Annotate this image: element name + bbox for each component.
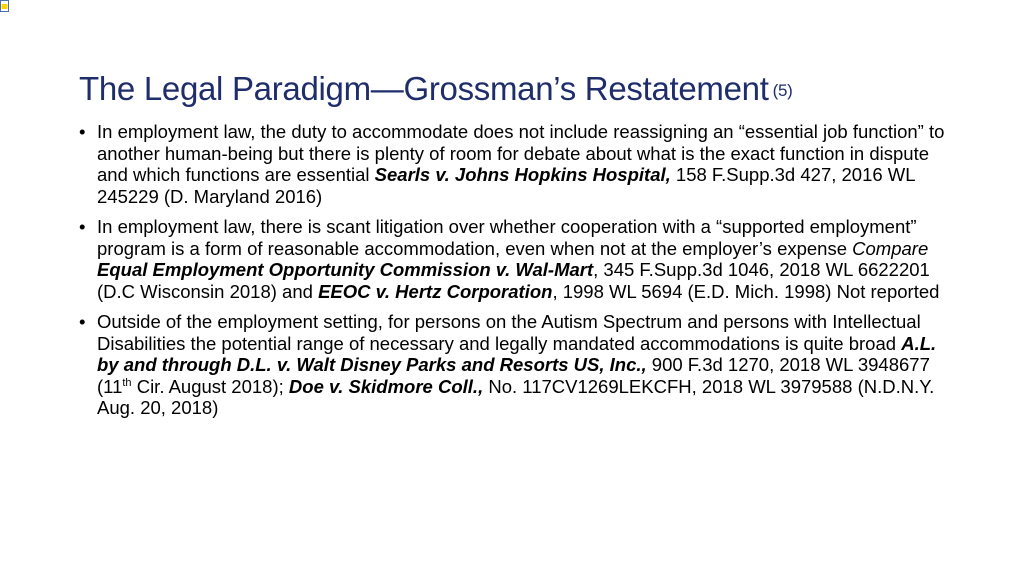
superscript-th: th — [122, 376, 132, 389]
bullet-text: , 345 F.Supp.3d 1046, 2018 WL 6622201 (D.C Wisconsin 2018) and — [97, 259, 930, 302]
bullet-text: Outside of the employment setting, for persons on the Autism Spectrum and persons with Intellectual Disabilities the potential range of necessary and legally mandated accommodations is quite broad — [97, 311, 921, 354]
bullet-item-essential-function — [79, 121, 959, 207]
case-citation: Equal Employment Opportunity Commission v. Wal-Mart — [97, 259, 594, 280]
bullet-item-supported-employment — [79, 216, 959, 302]
case-citation: EEOC v. Hertz Corporation — [318, 280, 553, 302]
bullet-text: In employment law, the duty to accommodate does not include reassigning an “essential job function” to another human-being but there is plenty of room for debate about what is the exact function in dispute and which functions are essential — [97, 121, 945, 185]
case-citation: Searls v. Johns Hopkins Hospital, — [374, 164, 671, 185]
case-citation: Doe v. Skidmore Coll., — [288, 375, 484, 397]
bullet-text: 900 F.3d 1270, 2018 WL 3948677 (11 — [97, 354, 930, 397]
bullet-text: In employment law, there is scant litigation over whether cooperation with a “supported employment” program is a form of reasonable accommodation, even when not at the employer’s expense — [97, 216, 917, 259]
bullet-text: Cir. August 2018); — [131, 375, 289, 397]
slide-number-tag: (5) — [772, 81, 793, 100]
bullet-list — [79, 121, 959, 428]
title-text: The Legal Paradigm—Grossman’s Restatement — [79, 70, 769, 107]
bullet-text: , 1998 WL 5694 (E.D. Mich. 1998) Not reported — [552, 280, 940, 302]
document-note-icon — [0, 0, 10, 13]
bullet-text: 158 F.Supp.3d 427, 2016 WL 245229 (D. Maryland 2016) — [97, 164, 915, 207]
compare-signal: Compare — [852, 237, 929, 259]
bullet-text: No. 117CV1269LEKCFH, 2018 WL 3979588 (N.D.N.Y. Aug. 20, 2018) — [97, 375, 935, 418]
bullet-item-autism-spectrum — [79, 311, 959, 419]
case-citation: A.L. by and through D.L. v. Walt Disney Parks and Resorts US, Inc., — [97, 332, 937, 375]
slide-title — [79, 68, 979, 112]
